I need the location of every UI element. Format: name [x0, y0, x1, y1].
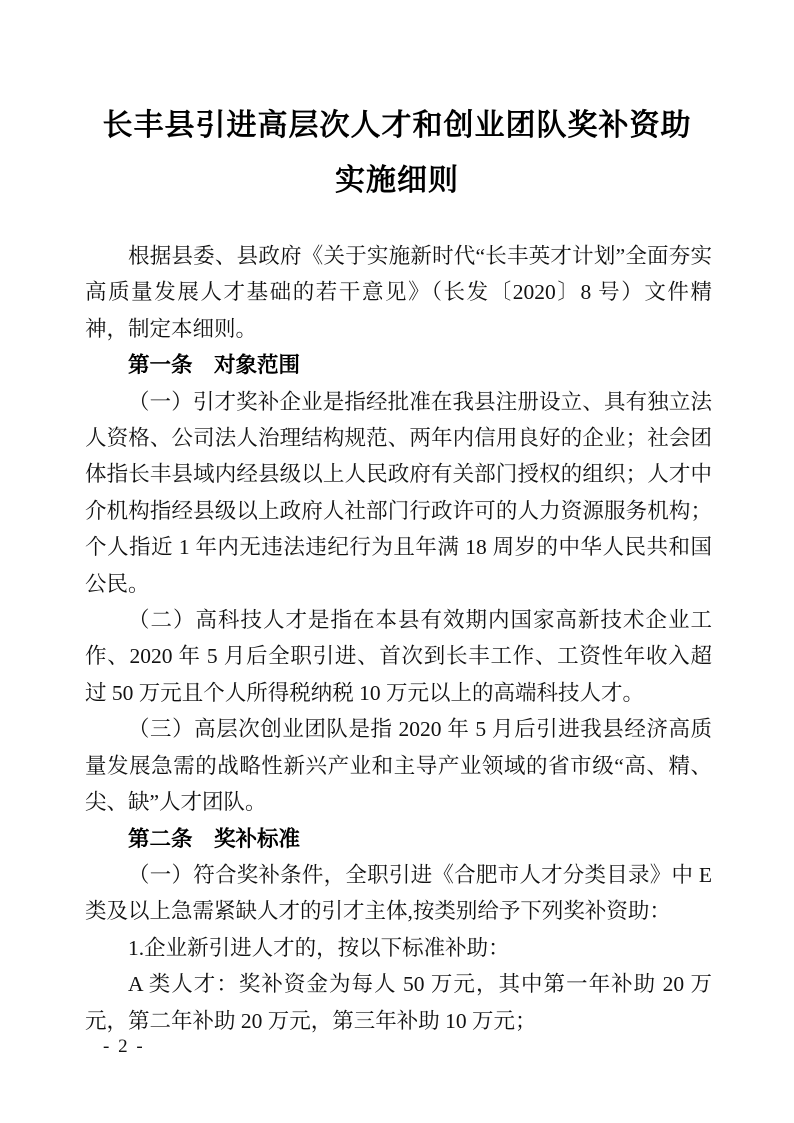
para-article2-class-a-standard: A 类人才：奖补资金为每人 50 万元，其中第一年补助 20 万元，第二年补助 20 万元，第三年补助 10 万元； [85, 972, 712, 1033]
document-body [85, 238, 712, 1039]
para-preamble: 根据县委、县政府《关于实施新时代“长丰英才计划”全面夯实高质量发展人才基础的若干意见》（长发〔2020〕8 号）文件精神，制定本细则。 [85, 244, 712, 341]
para-article2-item1: （一）符合奖补条件，全职引进《合肥市人才分类目录》中 E 类及以上急需紧缺人才的引才主体,按类别给予下列奖补资助： [85, 862, 712, 924]
para-article1-item3: （三）高层次创业团队是指 2020 年 5 月后引进我县经济高质量发展急需的战略性新兴产业和主导产业领域的省市级“高、精、尖、缺”人才团队。 [85, 717, 712, 815]
document-title-line1: 长丰县引进高层次人才和创业团队奖补资助 [102, 109, 692, 142]
para-article2-item1-sub1: 1.企业新引进人才的，按以下标准补助： [128, 935, 510, 960]
para-article1-item1: （一）引才奖补企业是指经批准在我县注册设立、具有独立法人资格、公司法人治理结构规范、两年内信用良好的企业；社会团体指长丰县域内经县级以上人民政府有关部门授权的组织；人才中介机构指经县级以上政府人社部门行政许可的人力资源服务机构；个人指近 1 年内无违法违纪行为且年满 18 周岁的中华人民共和国公民。 [85, 389, 712, 596]
page-number: - 2 - [103, 1036, 145, 1057]
heading-article-2: 第二条 奖补标准 [128, 826, 301, 851]
heading-article-1: 第一条 对象范围 [128, 353, 301, 378]
document-title-line2: 实施细则 [335, 164, 459, 197]
para-article1-item2: （二）高科技人才是指在本县有效期内国家高新技术企业工作、2020 年 5 月后全职引进、首次到长丰工作、工资性年收入超过 50 万元且个人所得税纳税 10 万元以上的高端科技人才。 [85, 608, 712, 705]
document-title [0, 0, 794, 208]
